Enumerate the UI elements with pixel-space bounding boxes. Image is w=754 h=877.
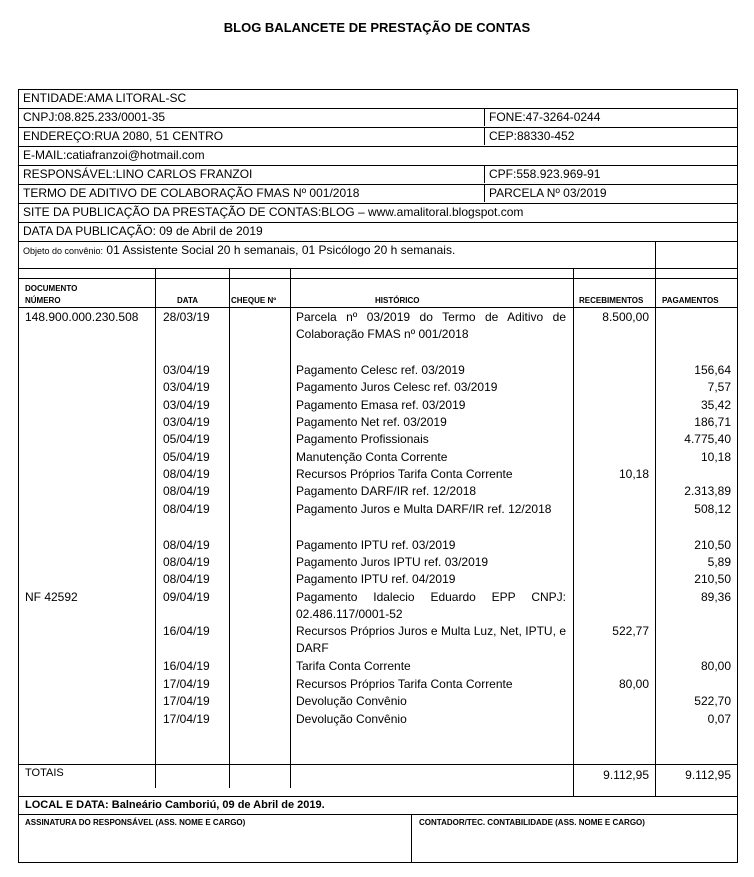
- row-recebimento: 80,00: [618, 677, 649, 691]
- header-historico: HISTÓRICO: [375, 296, 420, 305]
- row-historico: Recursos Próprios Tarifa Conta Corrente: [296, 677, 513, 691]
- row-data: 28/03/19: [163, 310, 210, 324]
- row-data: 17/04/19: [163, 712, 210, 726]
- col-divider: [411, 815, 412, 862]
- row-recebimento: 522,77: [612, 624, 649, 638]
- termo-text: TERMO DE ADITIVO DE COLABORAÇÃO FMAS Nº 001/2018: [23, 186, 360, 200]
- data-publicacao-text: DATA DA PUBLICAÇÃO: 09 de Abril de 2019: [23, 224, 263, 238]
- local-data-row: LOCAL E DATA: Balneário Camboriú, 09 de Abril de 2019.: [18, 797, 738, 815]
- contador-label: CONTADOR/TEC. CONTABILIDADE (ASS. NOME E CARGO): [419, 818, 645, 827]
- header-recebimentos: RECEBIMENTOS: [579, 296, 644, 305]
- entity-info-table: [18, 89, 738, 279]
- col-divider: [229, 269, 230, 788]
- row-historico: Recursos Próprios Tarifa Conta Corrente: [296, 467, 513, 481]
- header-pagamentos: PAGAMENTOS: [662, 296, 719, 305]
- totals-pagamentos: 9.112,95: [685, 768, 731, 782]
- site-text: SITE DA PUBLICAÇÃO DA PRESTAÇÃO DE CONTAS:BLOG – www.amalitoral.blogspot.com: [23, 205, 524, 219]
- fone-text: FONE:47-3264-0244: [484, 109, 600, 126]
- row-data: 08/04/19: [163, 502, 210, 516]
- row-historico: Pagamento Juros Celesc ref. 03/2019: [296, 380, 498, 394]
- cpf-text: CPF:558.923.969-91: [484, 166, 600, 183]
- header-documento: DOCUMENTO: [25, 284, 78, 293]
- row-historico: Pagamento Profissionais: [296, 432, 429, 446]
- totals-recebimentos: 9.112,95: [603, 768, 649, 782]
- objeto-label: Objeto do convênio:: [23, 246, 104, 256]
- row-pagamento: 89,36: [700, 590, 731, 604]
- row-pagamento: 522,70: [694, 694, 731, 708]
- objeto-text: 01 Assistente Social 20 h semanais, 01 Psicólogo 20 h semanais.: [106, 243, 456, 257]
- totals-label: TOTAIS: [25, 767, 64, 779]
- row-historico: Pagamento Juros e Multa DARF/IR ref. 12/2018: [296, 502, 552, 516]
- info-row-site: [19, 204, 737, 223]
- info-row-responsavel: [19, 166, 737, 185]
- objeto-line: [23, 242, 455, 260]
- row-data: 09/04/19: [163, 590, 210, 604]
- row-historico: Manutenção Conta Corrente: [296, 450, 448, 464]
- row-numero: NF 42592: [25, 590, 78, 604]
- assinatura-label: ASSINATURA DO RESPONSÁVEL (ASS. NOME E CARGO): [25, 818, 246, 827]
- header-numero: NÚMERO: [25, 296, 61, 305]
- row-data: 03/04/19: [163, 398, 210, 412]
- row-pagamento: 186,71: [694, 415, 731, 429]
- cep-text: CEP:88330-452: [484, 128, 574, 145]
- row-historico: Pagamento DARF/IR ref. 12/2018: [296, 484, 477, 498]
- info-row-termo: [19, 185, 737, 204]
- info-row-endereco: [19, 128, 737, 147]
- header-cheque: CHEQUE Nº: [231, 296, 277, 305]
- row-pagamento: 4.775,40: [684, 432, 731, 446]
- row-pagamento: 5,89: [707, 555, 731, 569]
- row-data: 08/04/19: [163, 555, 210, 569]
- page-title: BLOG BALANCETE DE PRESTAÇÃO DE CONTAS: [223, 20, 531, 35]
- endereco-text: ENDEREÇO:RUA 2080, 51 CENTRO: [23, 129, 224, 143]
- row-pagamento: 35,42: [700, 398, 731, 412]
- responsavel-text: RESPONSÁVEL:LINO CARLOS FRANZOI: [23, 167, 253, 181]
- row-data: 05/04/19: [163, 432, 210, 446]
- row-historico: Pagamento IPTU ref. 03/2019: [296, 538, 456, 552]
- row-data: 08/04/19: [163, 572, 210, 586]
- row-data: 08/04/19: [163, 467, 210, 481]
- info-row-email: [19, 147, 737, 166]
- row-historico: Devolução Convênio: [296, 694, 407, 708]
- row-historico: Pagamento Idalecio Eduardo EPP CNPJ: 02.486.117/0001-52: [296, 590, 566, 621]
- row-pagamento: 156,64: [694, 363, 731, 377]
- row-pagamento: 210,50: [694, 572, 731, 586]
- row-data: 05/04/19: [163, 450, 210, 464]
- row-data: 08/04/19: [163, 484, 210, 498]
- info-row-entidade: [19, 90, 737, 109]
- header-data: DATA: [177, 296, 199, 305]
- parcela-text: PARCELA Nº 03/2019: [484, 185, 607, 202]
- signature-row: [18, 815, 738, 863]
- ledger-table: [18, 268, 738, 788]
- row-pagamento: 10,18: [700, 450, 731, 464]
- col-divider: [290, 269, 291, 788]
- row-pagamento: 0,07: [707, 712, 731, 726]
- row-historico: Pagamento Net ref. 03/2019: [296, 415, 447, 429]
- row-historico: Pagamento Juros IPTU ref. 03/2019: [296, 555, 489, 569]
- entidade-text: ENTIDADE:AMA LITORAL-SC: [23, 91, 187, 105]
- header-underline: [19, 307, 737, 308]
- row-pagamento: 80,00: [700, 659, 731, 673]
- row-data: 16/04/19: [163, 659, 210, 673]
- row-historico: Pagamento Celesc ref. 03/2019: [296, 363, 465, 377]
- email-text: E-MAIL:catiafranzoi@hotmail.com: [23, 148, 205, 162]
- col-divider: [573, 269, 574, 788]
- col-divider: [155, 269, 156, 788]
- row-historico: Devolução Convênio: [296, 712, 407, 726]
- row-pagamento: 210,50: [694, 538, 731, 552]
- row-data: 03/04/19: [163, 363, 210, 377]
- row-historico: Parcela nº 03/2019 do Termo de Aditivo de Colaboração FMAS nº 001/2018: [296, 310, 566, 341]
- info-row-data-publicacao: [19, 223, 737, 242]
- row-numero: 148.900.000.230.508: [25, 310, 139, 324]
- row-data: 17/04/19: [163, 677, 210, 691]
- row-historico: Pagamento IPTU ref. 04/2019: [296, 572, 456, 586]
- row-data: 08/04/19: [163, 538, 210, 552]
- row-data: 03/04/19: [163, 415, 210, 429]
- row-historico: Recursos Próprios Juros e Multa Luz, Net, IPTU, e DARF: [296, 624, 566, 655]
- row-data: 16/04/19: [163, 624, 210, 638]
- row-recebimento: 8.500,00: [602, 310, 649, 324]
- cnpj-text: CNPJ:08.825.233/0001-35: [23, 110, 166, 124]
- row-historico: Tarifa Conta Corrente: [296, 659, 411, 673]
- row-data: 17/04/19: [163, 694, 210, 708]
- row-pagamento: 508,12: [694, 502, 731, 516]
- info-row-cnpj: [19, 109, 737, 128]
- totals-row: [18, 764, 738, 797]
- row-data: 03/04/19: [163, 380, 210, 394]
- row-pagamento: 7,57: [707, 380, 731, 394]
- row-pagamento: 2.313,89: [684, 484, 731, 498]
- row-recebimento: 10,18: [618, 467, 649, 481]
- row-historico: Pagamento Emasa ref. 03/2019: [296, 398, 466, 412]
